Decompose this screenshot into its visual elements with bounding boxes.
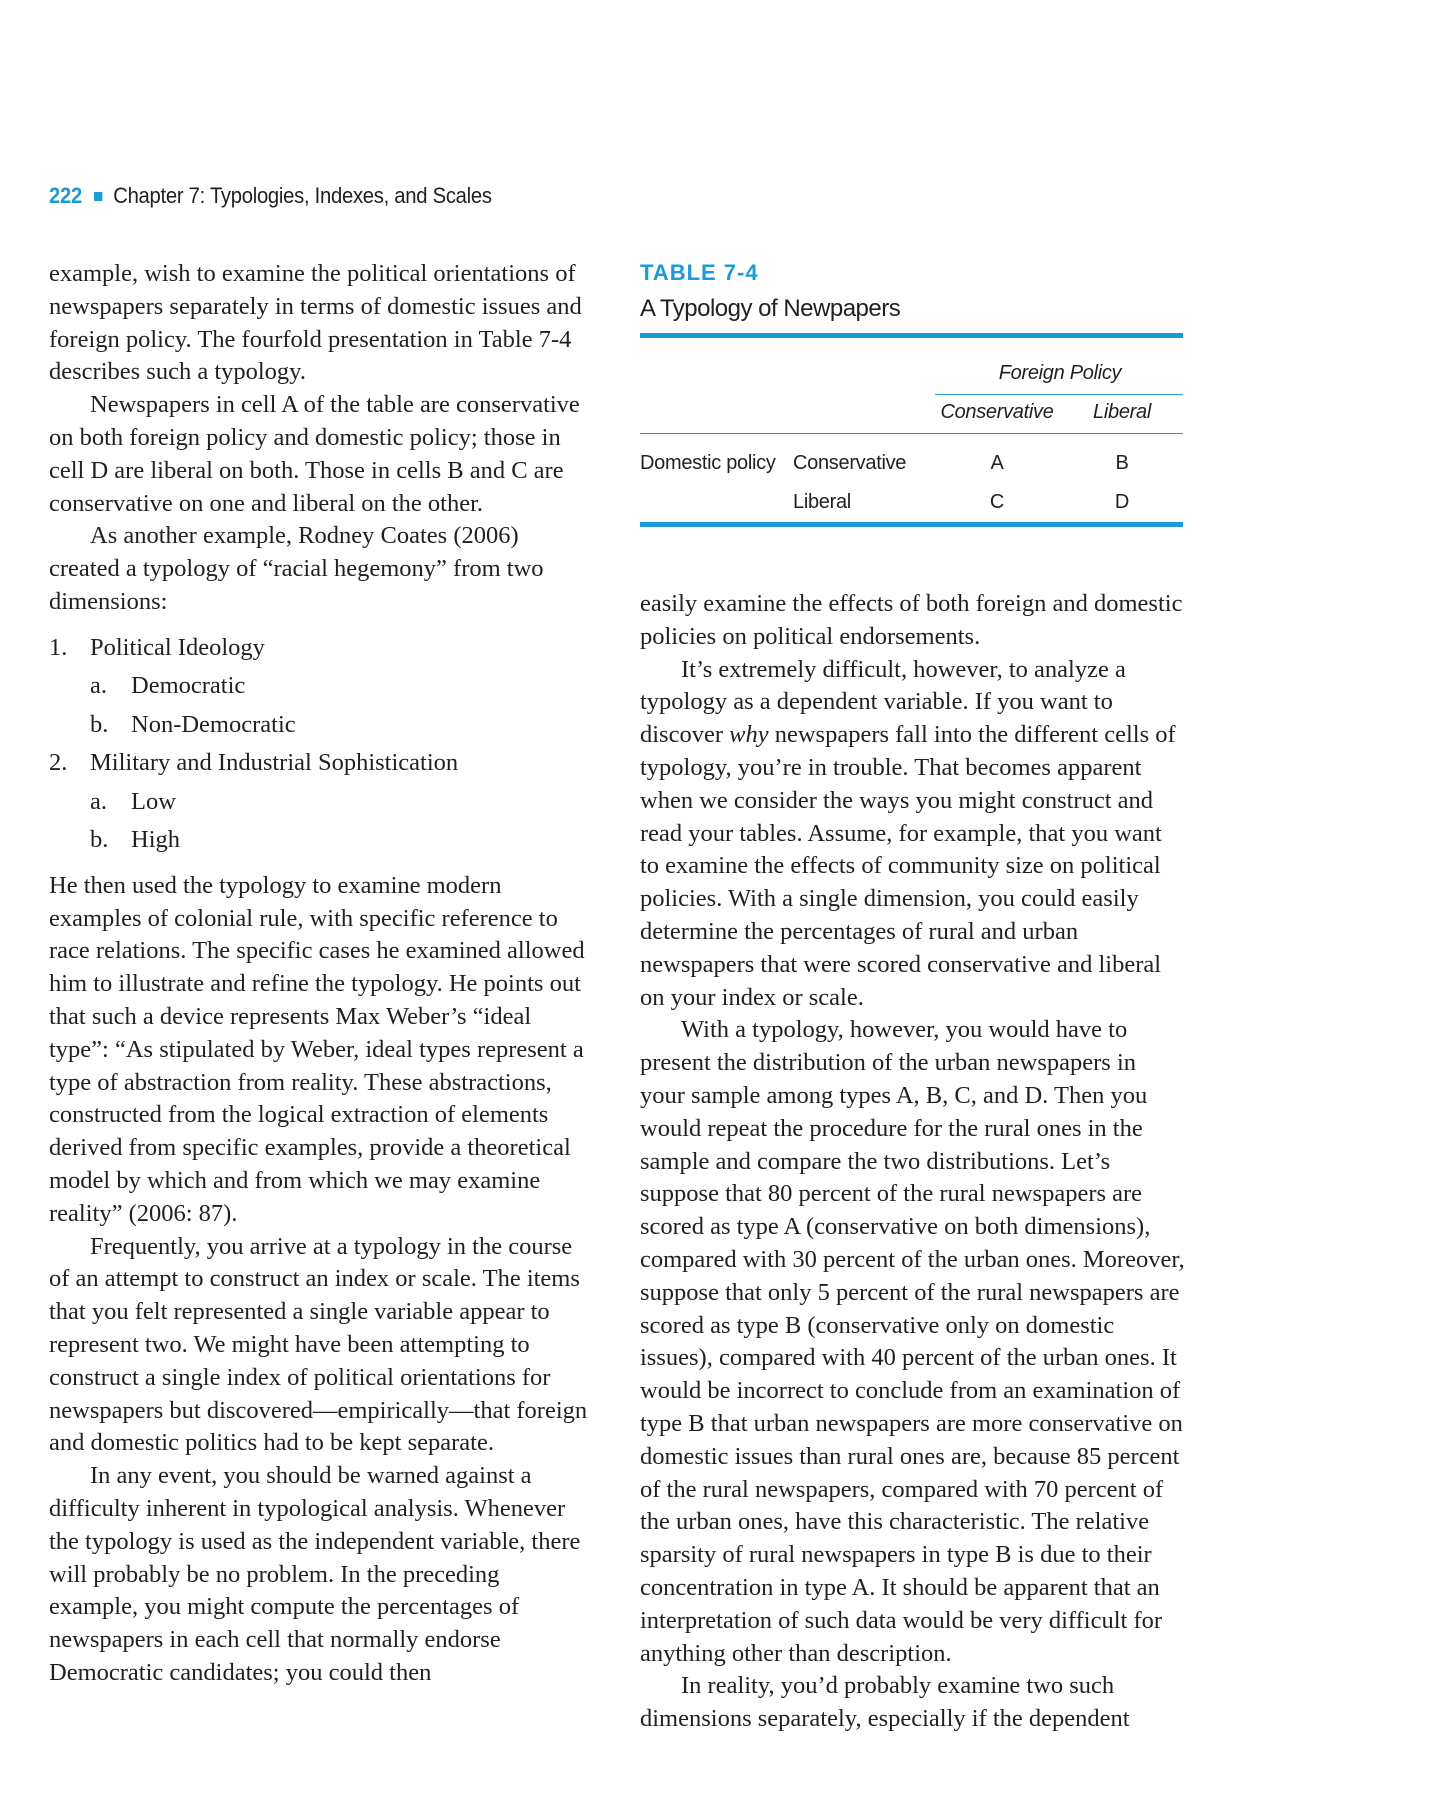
list-text: Political Ideology: [90, 633, 265, 661]
cell-d: D: [1114, 491, 1130, 513]
paragraph: In any event, you should be warned against a difficulty inherent in typological analysis. Whenever the typology is used as the independent variable, there will probably be no problem. In the preceding example, you might compute the percentages of newspapers in each cell that normally endorse Democratic candidates; you could then: [49, 1462, 581, 1686]
row-group-header: Domestic policy: [640, 452, 776, 474]
column-header-row: [640, 395, 1183, 433]
list-number: a.: [90, 787, 107, 815]
column-group-row: [640, 338, 1183, 394]
list-text: Low: [131, 787, 176, 815]
list-number: b.: [90, 710, 109, 738]
emphasis: why: [729, 721, 769, 749]
running-head: [49, 183, 492, 209]
table-row: [640, 480, 1183, 522]
row-label: Liberal: [793, 491, 851, 513]
list-item: [49, 667, 589, 706]
list-number: a.: [90, 672, 107, 700]
text-run: It’s extremely difficult, however, to analyze a typology as a dependent variable. If you want to discover: [640, 655, 1126, 749]
table-title: A Typology of Newpapers: [640, 295, 901, 322]
cell-b: B: [1115, 452, 1129, 474]
paragraph: [640, 654, 1185, 1015]
square-bullet-icon: [94, 192, 102, 201]
column-header: Conservative: [940, 401, 1054, 423]
list-item: [49, 706, 589, 745]
right-column: [640, 588, 1185, 1736]
table-bottom-rule: [640, 522, 1183, 527]
paragraph: In reality, you’d probably examine two such dimensions separately, especially if the dependent: [640, 1672, 1130, 1733]
row-label: Conservative: [793, 452, 907, 474]
list-number: 2.: [49, 749, 68, 777]
list-text: High: [131, 826, 180, 854]
list-item: [49, 744, 589, 783]
paragraph: Frequently, you arrive at a typology in the course of an attempt to construct an index or scale. The items that you felt represented a single variable appear to represent two. We might have been attempting to construct a single index of political orientations for newspapers but discovered—empirically—that foreign and domestic politics had to be kept separate.: [49, 1232, 588, 1457]
cell-a: A: [990, 452, 1004, 474]
chapter-title: Chapter 7: Typologies, Indexes, and Scales: [113, 183, 492, 208]
paragraph: Newspapers in cell A of the table are conservative on both foreign policy and domestic policy; those in cell D are liberal on both. Those in cells B and C are conservative on one and liberal on the other.: [49, 391, 580, 517]
list-number: 1.: [49, 633, 68, 661]
column-group-header: Foreign Policy: [998, 362, 1122, 384]
paragraph: example, wish to examine the political orientations of newspapers separately in terms of domestic issues and foreign policy. The fourfold presentation in Table 7-4 describes such a typology.: [49, 260, 582, 386]
list-text: Military and Industrial Sophistication: [90, 749, 459, 777]
list-item: [49, 821, 589, 860]
page-number: 222: [49, 183, 82, 208]
list-text: Democratic: [131, 672, 246, 700]
list-text: Non-Democratic: [131, 710, 296, 738]
column-header: Liberal: [1093, 401, 1151, 423]
paragraph: He then used the typology to examine modern examples of colonial rule, with specific reference to race relations. The specific cases he examined allowed him to illustrate and refine the typology. He points out that such a device represents Max Weber’s “ideal type”: “As stipulated by Weber, ideal types represent a type of abstraction from reality. These abstractions, constructed from the logical extraction of elements derived from specific examples, provide a theoretical model by which and from which we may examine reality” (2006: 87).: [49, 871, 585, 1227]
paragraph: easily examine the effects of both foreign and domestic policies on political endorsements.: [640, 590, 1183, 650]
list-item: [49, 629, 589, 668]
left-column: [49, 258, 589, 1690]
table-row: [640, 434, 1183, 480]
cell-c: C: [989, 491, 1005, 513]
typology-table: [640, 258, 1183, 527]
text-run: newspapers fall into the different cells of typology, you’re in trouble. That becomes apparent when we consider the ways you might construct and read your tables. Assume, for example, that you want to examine the effects of community size on political policies. With a single dimension, you could easily determine the percentages of rural and urban newspapers that were scored conservative and liberal on your index or scale.: [640, 721, 1176, 1011]
table-label: TABLE 7-4: [640, 260, 759, 285]
list-number: b.: [90, 826, 109, 854]
paragraph: As another example, Rodney Coates (2006) created a typology of “racial hegemony” from two dimensions:: [49, 522, 544, 615]
paragraph: With a typology, however, you would have to present the distribution of the urban newspapers in your sample among types A, B, C, and D. Then you would repeat the procedure for the rural ones in the sample and compare the two distributions. Let’s suppose that 80 percent of the rural newspapers are scored as type A (conservative on both dimensions), compared with 30 percent of the urban ones. Moreover, suppose that only 5 percent of the rural newspapers are scored as type B (conservative only on domestic issues), compared with 40 percent of the urban ones. It would be incorrect to conclude from an examination of type B that urban newspapers are more conservative on domestic issues than rural ones are, because 85 percent of the rural newspapers, compared with 70 percent of the urban ones, have this characteristic. The relative sparsity of rural newspapers in type B is due to their concentration in type A. It should be apparent that an interpretation of such data would be very difficult for anything other than description.: [640, 1016, 1185, 1667]
dimension-list: [49, 629, 589, 860]
list-item: [49, 783, 589, 822]
